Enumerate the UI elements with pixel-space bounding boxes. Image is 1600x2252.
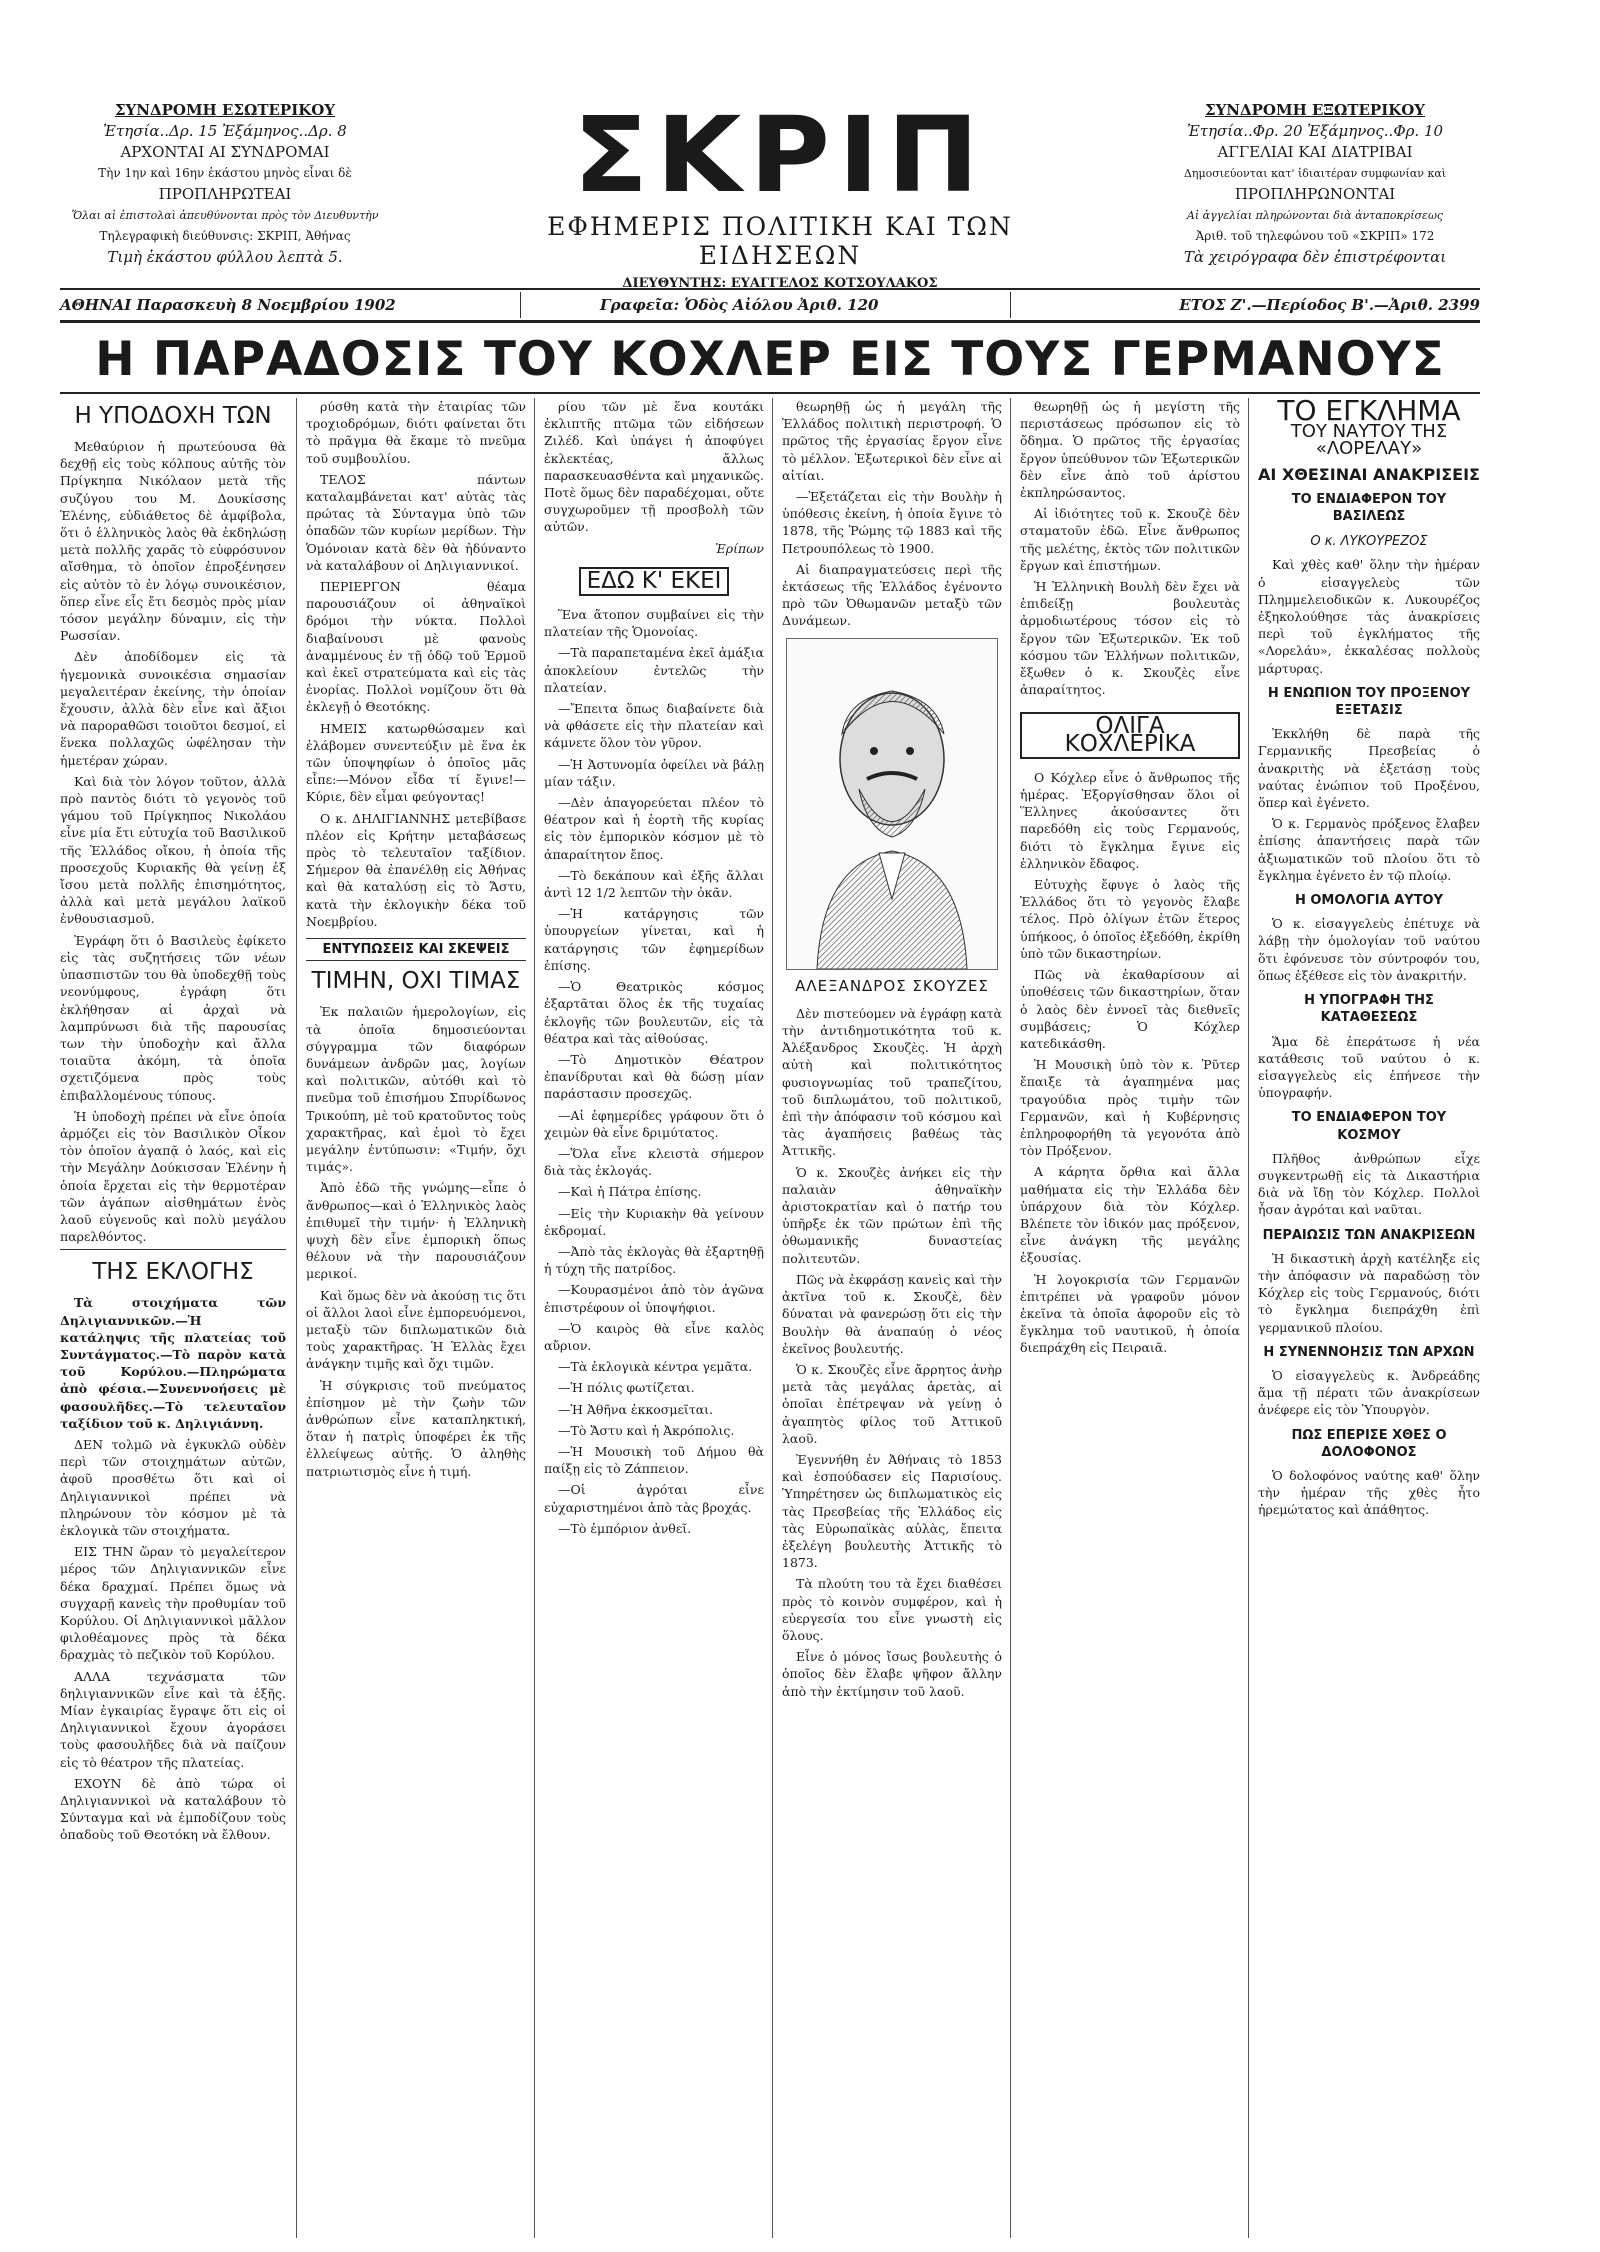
article-paragraph: Καὶ διὰ τὸν λόγον τοῦτον, ἀλλὰ πρὸ παντὸς διότι τὸ γεγονὸς τοῦ γάμου τοῦ Πρίγκηπος Νικολάου εἶνε μία ἔτι εὐτυχία τοῦ Βασιλικοῦ τῆς Ἑλλάδος οἴκου, ἡ ὁποία τῆς προσεχοῦς Κυριακῆς θὰ γείνῃ ἐξ ἴσου μετὰ πολλῆς ἐπισημότητος, ἀλλὰ καὶ μετὰ μεγάλου λαϊκοῦ ἐνθουσιασμοῦ. (60, 773, 286, 927)
manuscripts-note: Τὰ χειρόγραφα δὲν ἐπιστρέφονται (1183, 248, 1447, 266)
section-title-honor: ΤΙΜΗΝ, ΟΧΙ ΤΙΜΑΣ (311, 968, 521, 995)
article-paragraph: Ἡ δικαστικὴ ἀρχὴ κατέληξε εἰς τὴν ἀπόφασιν νὰ παραδώσῃ τὸν Κόχλερ εἰς τοὺς Γερμανούς, διότι τὸ ἔγκλημα διεπράχθη ἐπὶ γερμανικοῦ πλοίου. (1258, 1250, 1480, 1335)
subscription-dates: Τὴν 1ην καὶ 16ην ἑκάστου μηνὸς εἶναι δὲ (98, 166, 352, 180)
article-paragraph: —Ὁ καιρὸς θὰ εἶνε καλὸς αὔριον. (544, 1320, 764, 1353)
subscriptions-start: ΑΡΧΟΝΤΑΙ ΑΙ ΣΥΝΔΡΟΜΑΙ (120, 143, 330, 161)
crime-subhead: Η ΕΝΩΠΙΟΝ ΤΟΥ ΠΡΟΞΕΝΟΥ ΕΞΕΤΑΣΙΣ (1267, 685, 1471, 719)
column-1 (60, 398, 286, 2238)
portrait-engraving (786, 638, 998, 970)
telephone-number: Ἀριθ. τοῦ τηλεφώνου τοῦ «ΣΚΡΙΠ» 172 (1195, 229, 1435, 243)
article-paragraph: ΤΕΛΟΣ πάντων καταλαμβάνεται κατ' αὐτὰς τὰς πρώτας τὰ Σύνταγμα ὑπὸ τῶν ὀπαδῶν τῶν κυρίων μερίδων. Τὴν Ὁμόνοιαν κατὰ δὲν θὰ ἠδύναντο νὰ καταλάβουν οἱ Δηλιγιαννικοί. (306, 471, 526, 573)
article-paragraph: —Ὁ Θεατρικὸς κόσμος ἐξαρτᾶται ὅλος ἐκ τῆς τυχαίας ἐκλογῆς τῶν βουλευτῶν, εἰς τὰ θέατρα καὶ τὰς αἰθούσας. (544, 979, 764, 1046)
article-paragraph: —Ἡ πόλις φωτίζεται. (558, 1380, 695, 1396)
office-address: Γραφεῖα: Ὁδὸς Αἰόλου Ἀριθ. 120 (600, 296, 879, 314)
crime-subhead: Η ΣΥΝΕΝΝΟΗΣΙΣ ΤΩΝ ΑΡΧΩΝ (1263, 1344, 1475, 1360)
article-paragraph: —Ἡ Ἀστυνομία ὀφείλει νὰ βάλῃ μίαν τάξιν. (544, 756, 764, 789)
crime-subhead: ΠΩΣ ΕΠΕΡΙΣΕ ΧΘΕΣ Ο ΔΟΛΟΦΟΝΟΣ (1291, 1427, 1447, 1460)
article-paragraph: Ὁ κ. εἰσαγγελεὺς ἐπέτυχε νὰ λάβῃ τὴν ὁμολογίαν τοῦ ναύτου ὅτι ἐφόνευσε τὸν σύντροφόν του, ὅπως ἐξέθεσε εἰς τὸν ἀνακριτήν. (1258, 916, 1480, 983)
article-paragraph: Εὐτυχὴς ἔφυγε ὁ λαὸς τῆς Ἑλλάδος ὅτι τὸ γεγονὸς ἔλαβε τέλος. Πρὸ ὀλίγων ἐτῶν ἕτερος ὑπήκοος, ὁ ὁποῖος ἐξεδόθη, ἐκρίθη ὑπὸ τῶν δικαστηρίων. (1020, 877, 1240, 961)
ads-payment-note: Αἱ ἀγγελίαι πληρώνονται διὰ ἀνταποκρίσεως (1186, 209, 1444, 222)
crime-subhead: ΤΟ ΕΝΔΙΑΦΕΡΟΝ ΤΟΥ ΒΑΣΙΛΕΩΣ (1291, 491, 1447, 525)
article-paragraph: Ὁ κ. Σκουζὲς ἀνήκει εἰς τὴν παλαιὰν ἀθηναϊκὴν ἀριστοκρατίαν καὶ ὁ πατήρ του ὑπῆρξε ἐκ τῶν πρώτων ἐπὶ τῆς ὀθωμανικῆς δυναστείας πολιτευτῶν. (782, 1164, 1002, 1266)
column-2 (306, 398, 526, 2238)
crime-subhead: ΤΟ ΕΝΔΙΑΦΕΡΟΝ ΤΟΥ ΚΟΣΜΟΥ (1291, 1110, 1447, 1143)
domestic-subscription-title: ΣΥΝΔΡΟΜΗ ΕΣΩΤΕΡΙΚΟΥ (114, 101, 336, 119)
masthead-center (480, 94, 1080, 291)
portrait-illustration (787, 639, 997, 969)
article-paragraph: Ἅμα δὲ ἐπεράτωσε ἡ νέα κατάθεσις τοῦ ναύτου ὁ κ. εἰσαγγελεὺς εἰς ἐπήνεσε τὴν ὑπογραφήν. (1258, 1033, 1480, 1101)
article-paragraph: —Κουρασμένοι ἀπὸ τὸν ἀγῶνα ἐπιστρέφουν οἱ ὑποψήφιοι. (544, 1282, 764, 1315)
dateline-divider (520, 292, 521, 318)
article-paragraph: —Ἐξετάζεται εἰς τὴν Βουλὴν ἡ ὑπόθεσις ἐκείνη, ἡ ὁποία ἔγινε τὸ 1878, τῆς Ῥώμης τῷ 1883 καὶ τῆς Πετρουπόλεως τὸ 1900. (782, 489, 1002, 556)
masthead-rule-top (60, 288, 1480, 290)
main-headline: Η ΠΑΡΑΔΟΣΙΣ ΤΟΥ ΚΟΧΛΕΡ ΕΙΣ ΤΟΥΣ ΓΕΡΜΑΝΟΥΣ (95, 332, 1445, 387)
article-signature: Ἐρίπων (715, 540, 764, 556)
article-paragraph: —Αἱ ἐφημερίδες γράφουν ὅτι ὁ χειμὼν θὰ εἶνε δριμύτατος. (544, 1107, 764, 1140)
article-paragraph: —Εἰς τὴν Κυριακὴν θὰ γείνουν ἐκδρομαί. (544, 1205, 764, 1238)
portrait-caption: ΑΛΕΞΑΝΔΡΟΣ ΣΚΟΥΖΕΣ (795, 976, 989, 995)
newspaper-subtitle: ΕΦΗΜΕΡΙΣ ΠΟΛΙΤΙΚΗ ΚΑΙ ΤΩΝ ΕΙΔΗΣΕΩΝ (547, 212, 1013, 270)
newspaper-logo: ΣΚΡΙΠ (573, 94, 987, 216)
article-paragraph: Πῶς νὰ ἐκαθαρίσουν αἱ ὑποθέσεις τῶν δικαστηρίων, ὅταν ὁ λαὸς δὲν ἐννοεῖ τὰς διεθνεῖς συμβάσεις; Ὁ Κόχλερ κατεδικάσθη. (1020, 967, 1240, 1051)
article-paragraph: Ὁ κ. Σκουζὲς εἶνε ἄρρητος ἀνὴρ μετὰ τὰς μεγάλας ἀρετὰς, αἱ ὁποῖαι ἐπέτρεψαν νὰ γείνῃ ὁ ἀγαπητὸς φίλος τοῦ Ἀττικοῦ λαοῦ. (782, 1361, 1002, 1446)
article-paragraph: Αἱ ἰδιότητες τοῦ κ. Σκουζὲ δὲν σταματοῦν ἐδῶ. Εἶνε ἄνθρωπος τῆς μελέτης, ἐκτὸς τῶν πολιτικῶν ἔργων καὶ ἐπιστήμων. (1020, 506, 1240, 573)
article-paragraph: Αἱ διαπραγματεύσεις περὶ τῆς ἐκτάσεως τῆς Ἑλλάδος ἐγένοντο πρὸ τῶν Ὀθωμανῶν μεταξὺ τῶν Δυνάμεων. (782, 561, 1002, 629)
column-rule (534, 398, 535, 2238)
article-paragraph: ΑΛΛΑ τεχνάσματα τῶν δηλιγιαννικῶν εἶνε καὶ τὰ ἑξῆς. Μίαν ἐγκαιρίας ἔγραψε ὅτι εἰς οἱ Δηλιγιαννικοὶ ἔχουν ἀγοράσει τοὺς φασουλῆδες διὰ νὰ παίζουν εἰς τὸ θέατρον τῆς πλατείας. (60, 1668, 286, 1770)
article-paragraph: Πλῆθος ἀνθρώπων εἶχε συγκεντρωθῇ εἰς τὰ Δικαστήρια διὰ νὰ ἴδῃ τὸν Κόχλερ. Πολλοὶ ἦσαν ἀγρόται καὶ ναῦται. (1258, 1150, 1480, 1218)
article-paragraph: θεωρηθῇ ὡς ἡ μεγίστη τῆς περιστάσεως πρόσωπον εἰς τὸ ὄδημα. Ὁ πρῶτος τῆς ἐργασίας ἔργον ὑπεύθυνον τῶν Ἐξωτερικῶν δὲν εἶνε ἀπὸ τοῦ ἀρίστου ἐκπληρώσαντος. (1020, 399, 1240, 501)
crime-section-subtitle: ΤΟΥ ΝΑΥΤΟΥ ΤΗΣ «ΛΟΡΕΛΑΥ» (1290, 421, 1448, 460)
issue-number: ΕΤΟΣ Ζ'.—Περίοδος Β'.—Ἀριθ. 2399 (1179, 296, 1480, 314)
ads-label: ΑΓΓΕΛΙΑΙ ΚΑΙ ΔΙΑΤΡΙΒΑΙ (1217, 143, 1413, 161)
article-paragraph: ρίου τῶν μὲ ἕνα κουτάκι ἐκλιπτῆς πτῶμα τῶν εἰδήσεων Ζιλέδ. Καὶ ὑπάγει ἡ ἀποφύγει ἐκλεκτέας, ἄλλως παρασκευασθέντα καὶ μηχανικῶς. Ποτὲ ὅμως δὲν παραδέχομαι, οὔτε συγχωροῦμεν τῇ προσβολὴ τῶν αὐτῶν. (544, 399, 764, 535)
masthead-rule-bottom (60, 320, 1480, 323)
article-paragraph: Ἡ σύγκρισις τοῦ πνεύματος ἐπίσημον μὲ τὴν ζωὴν τῶν ἀνθρώπων εἶνε καταπληκτική, ὅταν ἡ πατρὶς ὑποφέρει ἐκ τῆς ἐλλείψεως αὐτῆς. Ὁ ἀληθὴς πατριωτισμὸς εἶνε ἡ τιμή. (306, 1377, 526, 1479)
article-paragraph: θεωρηθῇ ὡς ἡ μεγάλη τῆς Ἑλλάδος πολιτικὴ περιστροφή. Ὁ πρῶτος τῆς ἐργασίας ἔργον εἶνε τὸ μέλλον. Ἐξωτερικοὶ δὲν εἶνε αἱ αἰτίαι. (782, 399, 1002, 483)
article-paragraph: ΕΧΟΥΝ δὲ ἀπὸ τώρα οἱ Δηλιγιαννικοὶ νὰ καταλάβουν τὸ Σύνταγμα καὶ νὰ ἐμποδίζουν τοὺς ὀπαδοὺς τοῦ Θεοτόκη νὰ ἔλθουν. (60, 1775, 286, 1843)
crime-subhead: Ο κ. ΛΥΚΟΥΡΕΖΟΣ (1310, 534, 1428, 550)
article-paragraph: —Τὸ δεκάπουν καὶ ἐξῆς ἄλλαι ἀντὶ 12 1/2 λεπτῶν τὴν ὀκᾶν. (544, 867, 764, 901)
article-paragraph: Ἀπὸ ἐδῶ τῆς γνώμης—εἶπε ὁ ἄνθρωπος—καὶ ὁ Ἑλληνικὸς λαὸς ἐπιθυμεῖ τὴν τιμήν· ἡ Ἑλληνικὴ ψυχὴ δὲν εἶνε ἐμπορικὴ ὅπως θέλουν νὰ τὴν παρουσιάζουν μερικοί. (306, 1180, 526, 1282)
column-rule (296, 398, 297, 2238)
dateline-bar (60, 292, 1480, 318)
section-title-kochler: ΟΛΙΓΑ ΚΟΧΛΕΡΙΚΑ (1020, 712, 1240, 758)
article-paragraph: Ἐγράφη ὅτι ὁ Βασιλεὺς ἐφίκετο εἰς τὰς συζητήσεις τῶν νέων ὑπασπιστῶν του θὰ ὑποδεχθῇ τοὺς νεονύμφους, ἐγράφη ὅτι ἐκλήθησαν αἱ ἀρχαὶ νὰ λαμπρύνωσι διὰ τῆς παρουσίας των τὴν ὑποδοχὴν καὶ ἄλλα τοιαῦτα ἀκόμη, τὰ ὁποῖα σχετιζόμενα πρὸς τοὺς ἐπιβαλλομένους τύπους. (60, 932, 286, 1103)
impressions-box-title: ΕΝΤΥΠΩΣΕΙΣ ΚΑΙ ΣΚΕΨΕΙΣ (306, 938, 526, 961)
article-paragraph: Δὲν πιστεύομεν νὰ ἐγράφῃ κατὰ τὴν ἀντιδημοτικότητα τοῦ κ. Ἀλέξανδρος Σκουζὲς. Ἡ ἀρχὴ αὐτὴ καὶ πολιτικότητος φυσιογνωμίας τοῦ τραπεζίτου, τοῦ διπλωμάτου, τοῦ πολιτικοῦ, ἐπὶ τὴν ἀπόφασιν τοῦ κόσμου καὶ τὰς ἀγαπήσεις βαθέως τὰς Ἀττικῆς. (782, 1005, 1002, 1159)
article-paragraph: Ο κ. ΔΗΛΙΓΙΑΝΝΗΣ μετεβίβασε πλέον εἰς Κρήτην μεταβάσεως πρὸς τὸ τελευταῖον ταξίδιον. Σήμερον θὰ ἐπανέλθῃ εἰς Ἀθήνας καὶ θὰ καταλύσῃ εἰς τὸ Ἄστυ, κατὰ τὴν ἐκλογικὴν δέκα τοῦ Νοεμβρίου. (306, 810, 526, 929)
telegraph-address: Τηλεγραφικὴ διεύθυνσις: ΣΚΡΙΠ, Ἀθήνας (99, 229, 351, 243)
crime-subhead: ΠΕΡΑΙΩΣΙΣ ΤΩΝ ΑΝΑΚΡΙΣΕΩΝ (1262, 1227, 1476, 1243)
prepaid-right-label: ΠΡΟΠΛΗΡΩΝΟΝΤΑΙ (1234, 185, 1396, 203)
article-paragraph: Ὁ δολοφόνος ναύτης καθ' ὅλην τὴν ἡμέραν τῆς χθὲς ἦτο ἠρεμώτατος καὶ ἀπάθητος. (1258, 1467, 1480, 1518)
article-paragraph: —Ἔπειτα ὅπως διαβαίνετε διὰ νὰ φθάσετε εἰς τὴν πλατείαν καὶ κάμνετε ὅλον τὸν γῦρον. (544, 701, 764, 751)
article-paragraph: —Ἡ Μουσικὴ τοῦ Δήμου θὰ παίξῃ εἰς τὸ Ζάππειον. (544, 1443, 764, 1477)
newspaper-page (60, 94, 1480, 2240)
article-paragraph: Καὶ ὅμως δὲν νὰ ἀκούσῃ τις ὅτι οἱ ἄλλοι λαοὶ εἶνε ἐμπορευόμενοι, μεταξὺ τῶν διπλωματικῶν διὰ τοὺς χαρακτῆρας. Ἡ Ἑλλὰς ἔχει ἀνάγκην τιμῆς καὶ ὄχι τιμῶν. (306, 1287, 526, 1372)
article-paragraph: Ἐγεννήθη ἐν Ἀθήναις τὸ 1853 καὶ ἐσπούδασεν εἰς Παρισίους. Ὑπηρέτησεν ὡς διπλωματικὸς εἰς τὰς Πρεσβείας τῆς Ἑλλάδος εἰς τὰς Εὐρωπαϊκὰς αὐλὰς, ἔπειτα ἐξελέγη βουλευτὴς Ἀττικῆς τὸ 1873. (782, 1451, 1002, 1571)
article-paragraph: ΕΙΣ ΤΗΝ ὥραν τὸ μεγαλείτερον μέρος τῶν Δηλιγιαννικῶν εἶνε δέκα δραχμαί. Πρέπει ὅμως νὰ συγχαρῇ κανεὶς τὴν προθυμίαν τοῦ Κορύλου. Οἱ Δηλιγιαννικοὶ μᾶλλον φιλοθέαμονες πρὸς τὰ δέκα δραχμὰς τὸ πεζικὸν τοῦ Κορύλου. (60, 1544, 286, 1663)
article-paragraph: —Ἡ Ἀθῆνα ἐκκοσμεῖται. (558, 1401, 714, 1417)
article-paragraph: —Οἱ ἀγρόται εἶνε εὐχαριστημένοι ἀπὸ τὰς βροχάς. (544, 1482, 764, 1515)
article-paragraph: ΠΕΡΙΕΡΓΟΝ θέαμα παρουσιάζουν οἱ ἀθηναϊκοὶ δρόμοι τὴν νύκτα. Πολλοὶ διαβαίνουσι μὲ φανοὺς ἀναμμένους ἐν τῇ ὁδῷ τοῦ Ἑρμοῦ καὶ ἐκεῖ στρατεύματα καὶ εἰς τὰς ἐνορίας. Πολλοὶ νομίζουν ὅτι θὰ ἐκλεγῇ ὁ Θεοτόκης. (306, 579, 526, 715)
section-title-here-there: ΕΔΩ Κ' ΕΚΕΙ (579, 567, 730, 596)
article-paragraph: Ἐκ παλαιῶν ἡμερολογίων, εἰς τὰ ὁποῖα δημοσιεύονται σύγγραμμα τῶν διαφόρων δυνάμεων ἀνδρῶν μας, λογίων καὶ πολιτικῶν, αὐτόθι καὶ τὸ πνεῦμα τοῦ ἐπισήμου Σπυρίδωνος Τρικούπη, μὲ τοῦ κρατοῦντος τοὺς χαρακτῆρας, καὶ ἐμοὶ τὸ ἔχει μεγάλην ἐντύπωσιν: «Τιμήν, ὄχι τιμάς». (306, 1004, 526, 1175)
dateline-divider (1010, 292, 1011, 318)
article-paragraph: Μεθαύριον ἡ πρωτεύουσα θὰ δεχθῇ εἰς τοὺς κόλπους αὐτῆς τὸν Πρίγκηπα Νικόλαον μετὰ τῆς συζύγου του Μ. Δουκίσσης Ἑλένης, εὐδιάθετος δὲ ἀμφίβολα, ὅτι ὁ ἑλληνικὸς λαὸς θὰ ἐκδηλώσῃ μετὰ πολλῆς χαρᾶς τὸ εὐφρόσυνον αἴσθημα, τὸ ὁποῖον ἐπροξένησεν εἰς αὐτὸν τὸ ἐν λόγῳ συνοικέσιον, ὅπερ εἶνε εἷς ἔτι δεσμὸς πρὸς μίαν τόσον μεγάλην δύναμιν, εἰς τὴν Ρωσσίαν. (60, 439, 286, 644)
article-paragraph: —Τὸ ἐμπόριον ἀνθεῖ. (558, 1520, 692, 1536)
column-rule (1010, 398, 1011, 2238)
article-paragraph: Ὁ κ. Γερμανὸς πρόξενος ἔλαβεν ἐπίσης ἀπαντήσεις παρὰ τῶν ἀξιωματικῶν τοῦ πλοίου ὅτι τὸ ἔγκλημα ἐγένετο ἐν τῷ πλοίῳ. (1258, 816, 1480, 883)
article-paragraph: Α κάρητα ὄρθια καὶ ἄλλα μαθήματα εἰς τὴν Ἑλλάδα δὲν ὑπάρχουν διὰ τὸν Κόχλερ. Βλέπετε τὸν ἰδικόν μας πρόξενον, εἶνε ἀνάγκη τῆς μεγάλης ἐξουσίας. (1020, 1164, 1240, 1266)
foreign-subscription-box (1150, 100, 1480, 268)
article-paragraph: Πῶς νὰ ἐκφράσῃ κανεὶς καὶ τὴν ἀκτῖνα τοῦ κ. Σκουζὲ, δὲν δύναται νὰ φανερώσῃ ὅτι εἰς τὴν Βουλὴν θὰ ἀναπαύῃ ὁ νέος ἐκεῖνος βουλευτής. (782, 1271, 1002, 1356)
column-5 (1020, 398, 1240, 2238)
article-paragraph: —Δὲν ἀπαγορεύεται πλέον τὸ θέατρον καὶ ἡ ἑορτὴ τῆς κυρίας εἰς τὸν ἐμπορικὸν κόσμον μὲ τὸ ἀπαραίτητον ἔπος. (544, 795, 764, 862)
letters-note: Ὅλαι αἱ ἐπιστολαὶ ἀπευθύνονται πρὸς τὸν Διευθυντὴν (71, 209, 379, 222)
crime-section-title: ΤΟ ΕΓΚΛΗΜΑ (1277, 398, 1461, 427)
crime-subhead: Η ΥΠΟΓΡΑΦΗ ΤΗΣ ΚΑΤΑΘΕΣΕΩΣ (1304, 993, 1434, 1026)
foreign-prices: Ἐτησία..Φρ. 20 Ἐξάμηνος..Φρ. 10 (1186, 122, 1444, 140)
issue-date: ΑΘΗΝΑΙ Παρασκευὴ 8 Νοεμβρίου 1902 (60, 296, 396, 314)
article-paragraph: —Ἡ κατάργησις τῶν ὑπουργείων γίνεται, καὶ ἡ κατάργησις τῶν ἐφημερίδων ἐπίσης. (544, 906, 764, 973)
domestic-prices: Ἐτησία..Δρ. 15 Ἐξάμηνος..Δρ. 8 (103, 122, 347, 140)
director-line: ΔΙΕΥΘΥΝΤΗΣ: ΕΥΑΓΓΕΛΟΣ ΚΟΤΣΟΥΛΑΚΟΣ (622, 276, 938, 291)
article-paragraph: Ἐκκλήθη δὲ παρὰ τῆς Γερμανικῆς Πρεσβείας ὁ ἀνακριτὴς νὰ ἐξετάσῃ τοὺς ναύτας ἐνώπιον τοῦ Προξένου, ὅπερ καὶ ἐγένετο. (1258, 726, 1480, 811)
article-paragraph: —Τὸ Δημοτικὸν Θέατρον ἐπανίδρυται καὶ θὰ δώσῃ μίαν παράστασιν προσεχῶς. (544, 1051, 764, 1102)
column-rule (772, 398, 773, 2238)
issue-price: Τιμὴ ἑκάστου φύλλου λεπτὰ 5. (107, 248, 343, 266)
article-paragraph: Ὁ εἰσαγγελεὺς κ. Ἀνδρεάδης ἅμα τῇ πέρατι τῶν ἀνακρίσεων ἀνέφερε εἰς τὸν Ὑπουργὸν. (1258, 1367, 1480, 1418)
article-paragraph: Ο Κόχλερ εἶνε ὁ ἄνθρωπος τῆς ἡμέρας. Ἐξοργίσθησαν ὅλοι οἱ Ἕλληνες ἀκούσαντες ὅτι παρεδόθη εἰς τοὺς Γερμανούς, διότι τὸ ἔγκλημα ἔγινε εἰς ἑλληνικὸν ἔδαφος. (1020, 769, 1240, 871)
article-paragraph: Ἡ Ἑλληνικὴ Βουλὴ δὲν ἔχει νὰ ἐπιδείξῃ βουλευτὰς ἀρμοδιωτέρους τόσον εἰς τὸ ἔργον τῶν Ἐξωτερικῶν. Ἐκ τοῦ κόσμου τῶν Ἑλλήνων πολιτικῶν, ἔξωθεν ὁ κ. Σκουζὲς εἶνε ἀπαραίτητος. (1020, 579, 1240, 698)
section-title-elections: ΤΗΣ ΕΚΛΟΓΗΣ (60, 1249, 286, 1286)
column-4 (782, 398, 1002, 2238)
headline-rule (60, 392, 1480, 394)
article-paragraph: Καὶ χθὲς καθ' ὅλην τὴν ἡμέραν ὁ εἰσαγγελεὺς τῶν Πλημμελειοδικῶν κ. Λυκουρέζος ἐξηκολούθησε τὰς ἀνακρίσεις περὶ τοῦ ἐγκλήματος τῆς «Λορελάυ», ἐκκαλέσας πολλοὺς μάρτυρας. (1258, 557, 1480, 676)
prepaid-label: ΠΡΟΠΛΗΡΩΤΕΑΙ (158, 185, 292, 203)
article-paragraph: —Ὅλα εἶνε κλειστὰ σήμερον διὰ τὰς ἐκλογάς. (544, 1145, 764, 1179)
article-paragraph: ΗΜΕΙΣ κατωρθώσαμεν καὶ ἐλάβομεν συνεντεύξιν μὲ ἕνα ἐκ τῶν ὑποψηφίων ὁ ὁποῖος μᾶς εἶπε:—Μόνον εἶδα τί ἔγινε!—Κύριε, δὲν εἶμαι φεύγοντας! (306, 720, 526, 805)
domestic-subscription-box (60, 100, 390, 268)
article-paragraph: Ἡ Μουσικὴ ὑπὸ τὸν κ. Ῥῦτερ ἔπαιξε τὰ ἀγαπημένα μας τραγούδια πρὸς τιμὴν τῶν Γερμανῶν, καὶ ἡ Κυβέρνησις ἐπληροφορήθη τὰ γεγονότα ἀπὸ τὸν Πρόξενον. (1020, 1057, 1240, 1159)
column-3 (544, 398, 764, 2238)
article-paragraph: Ἡ λογοκρισία τῶν Γερμανῶν ἐπιτρέπει νὰ γραφοῦν μόνον ἐκεῖνα τὰ ὁποῖα ἀφοροῦν εἰς τὸ ἔγκλημα τοῦ ναυτικοῦ, ἡ ὁποία διεπράχθη εἰς Πειραιᾶ. (1020, 1271, 1240, 1356)
column-6 (1258, 398, 1480, 2238)
article-paragraph: —Τὰ παραπεταμένα ἐκεῖ ἀμάξια ἀποκλείουν ἐντελῶς τὴν πλατείαν. (544, 645, 764, 695)
article-paragraph: —Καὶ ἡ Πάτρα ἐπίσης. (558, 1184, 702, 1200)
article-paragraph: Τὰ πλούτη του τὰ ἔχει διαθέσει πρὸς τὸ κοινὸν συμφέρον, καὶ ἡ εὐεργεσία του εἶνε γνωστὴ εἰς ὅλους. (782, 1576, 1002, 1643)
foreign-subscription-title: ΣΥΝΔΡΟΜΗ ΕΞΩΤΕΡΙΚΟΥ (1204, 101, 1426, 119)
article-paragraph: —Τὰ ἐκλογικὰ κέντρα γεμᾶτα. (558, 1359, 753, 1375)
elections-summary: Τὰ στοιχήματα τῶν Δηλιγιαννικῶν.—Ἡ κατάληψις τῆς πλατείας τοῦ Συντάγματος.—Τὸ παρὸν κατὰ τοῦ Κορύλου.—Πληρώματα ἀπὸ φέσια.—Συνεννοήσεις μὲ φασουλῆδες.—Τὸ τελευταῖον ταξίδιον τοῦ κ. Δηλιγιάννη. (60, 1295, 286, 1431)
article-paragraph: ρύσθη κατὰ τὴν ἑταιρίας τῶν τροχιοδρόμων, διότι φαίνεται ὅτι τὸ πρᾶγμα θὰ ἔκαμε τὸ πνεῦμα τοῦ συμβουλίου. (306, 399, 526, 466)
crime-subhead: Η ΟΜΟΛΟΓΙΑ ΑΥΤΟΥ (1294, 893, 1444, 909)
article-paragraph: Εἶνε ὁ μόνος ἴσως βουλευτὴς ὁ ὁποῖος δὲν ἔλαβε ψῆφον ἄλλην ἀπὸ τὴν ἐκτίμησιν τοῦ λαοῦ. (782, 1649, 1002, 1699)
section-title-reception: Η ΥΠΟΔΟΧΗ ΤΩΝ (74, 403, 272, 429)
crime-subhead: ΑΙ ΧΘΕΣΙΝΑΙ ΑΝΑΚΡΙΣΕΙΣ (1258, 464, 1480, 484)
article-paragraph: Ἡ ὑποδοχὴ πρέπει νὰ εἶνε ὁποία ἀρμόζει εἰς τὸν Βασιλικὸν Οἶκον τὸν ὁποῖον ἀγαπᾷ ὁ λαός, καὶ εἰς τὴν Μεγάλην Δούκισσαν Ἑλένην ἡ ὁποία ἔρχεται εἰς τὴν θερμοτέραν τῶν ἀγάπων αἰσθημάτων ἑνὸς λαοῦ εὐγενοῦς καὶ πολὺ μεγάλου παρελθόντος. (60, 1108, 286, 1245)
column-rule (1248, 398, 1249, 2238)
ads-note: Δημοσιεύονται κατ' ἰδιαιτέραν συμφωνίαν καὶ (1183, 167, 1447, 180)
article-paragraph: —Ἀπὸ τὰς ἐκλογὰς θὰ ἐξαρτηθῇ ἡ τύχη τῆς πατρίδος. (544, 1243, 764, 1277)
article-paragraph: Δὲν ἀποδίδομεν εἰς τὰ ἡγεμονικὰ συνοικέσια σημασίαν μεγαλειτέραν ἐκείνης, τὴν ὁποίαν ἔχουσιν, ἀλλὰ δὲν εἶνε καὶ ἄξιοι νὰ παροραθῶσι τοιοῦτοι δεσμοί, εἰ ἕνεκα πολλαχῶς ὠφέλησαν τὴν ἡμετέραν χώραν. (60, 649, 286, 768)
article-paragraph: ΔΕΝ τολμῶ νὰ ἐγκυκλῶ οὐδὲν περὶ τῶν στοιχημάτων αὐτῶν, ἀφοῦ προσθέτω ὅτι καὶ οἱ Δηλιγιαννικοὶ πρέπει νὰ πληρώνουν τὸν κόσμον μὲ τὰ ἐκλογικὰ τῶν στοιχήματα. (60, 1436, 286, 1538)
article-paragraph: Ἕνα ἄτοπον συμβαίνει εἰς τὴν πλατείαν τῆς Ὁμονοίας. (544, 607, 764, 640)
article-paragraph: —Τὸ Ἄστυ καὶ ἡ Ἀκρόπολις. (558, 1422, 735, 1438)
